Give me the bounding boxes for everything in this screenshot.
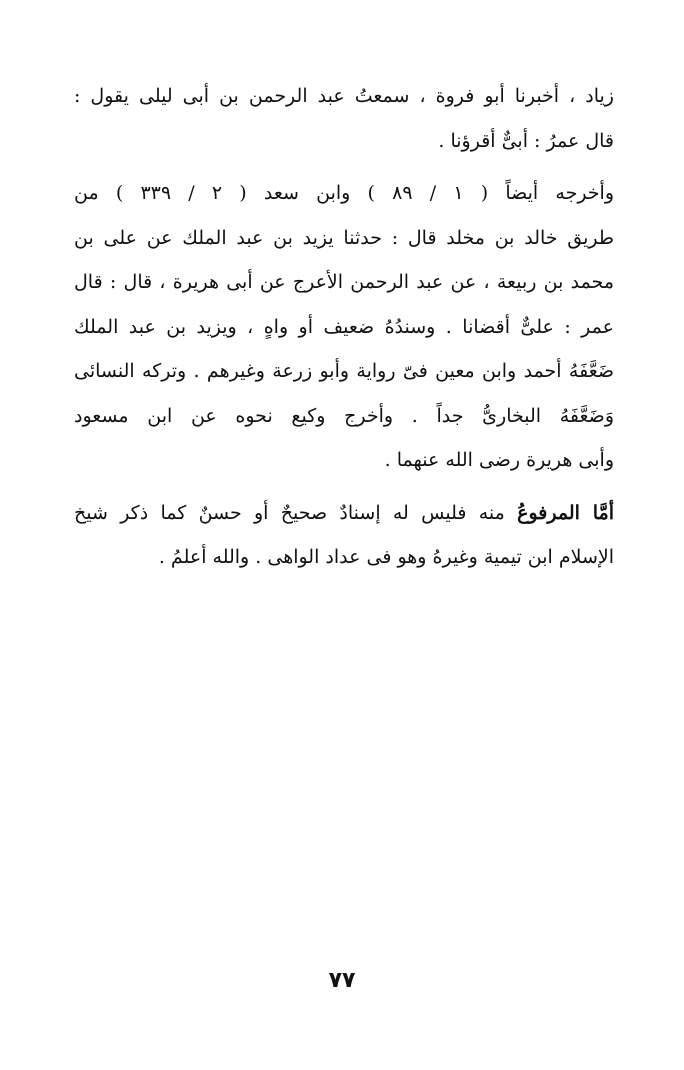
paragraph-3 [74, 491, 614, 580]
paragraph-1 [74, 74, 614, 163]
text-line-rest: منه فليس له إسنادٌ صحيحٌ أو حسنٌ كما ذكر شيخ [74, 501, 518, 524]
bold-lead: أمَّا المرفوعُ [517, 501, 614, 524]
text-line: محمد بن ربيعة ، عن عبد الرحمن الأعرج عن أبى هريرة ، قال : قال [74, 271, 614, 293]
page-number: ٧٧ [328, 968, 356, 993]
text-line: وأخرجه أيضاً ( ١ / ٨٩ ) وابن سعد ( ٢ / ٣٣٩ ) من [74, 182, 614, 204]
text-line: ضَعَّفَهُ أحمد وابن معين فىّ رواية وأبو زرعة وغيرهم . وتركه النسائى [74, 360, 614, 382]
paragraph-2 [74, 171, 614, 483]
text-line: وَضَعَّفَهُ البخارىُّ جداً . وأخرج وكيع نحوه عن ابن مسعود [74, 404, 614, 427]
text-line: عمر : علىٌّ أقضانا . وسندُهُ ضعيف أو واهٍ ، ويزيد بن عبد الملك [74, 315, 614, 338]
body-text [74, 74, 614, 580]
text-line: وأبى هريرة رضى الله عنهما . [384, 449, 614, 471]
text-line: قال عمرُ : أبىٌّ أقرؤنا . [438, 129, 614, 152]
text-line: زياد ، أخبرنا أبو فروة ، سمعتُ عبد الرحمن بن أبى ليلى يقول : [74, 85, 614, 107]
text-line: طريق خالد بن مخلد قال : حدثنا يزيد بن عبد الملك عن على بن [74, 226, 614, 249]
text-line [74, 491, 614, 536]
text-line: الإسلام ابن تيمية وغيرهُ وهو فى عداد الواهى . والله أعلمُ . [158, 546, 614, 568]
